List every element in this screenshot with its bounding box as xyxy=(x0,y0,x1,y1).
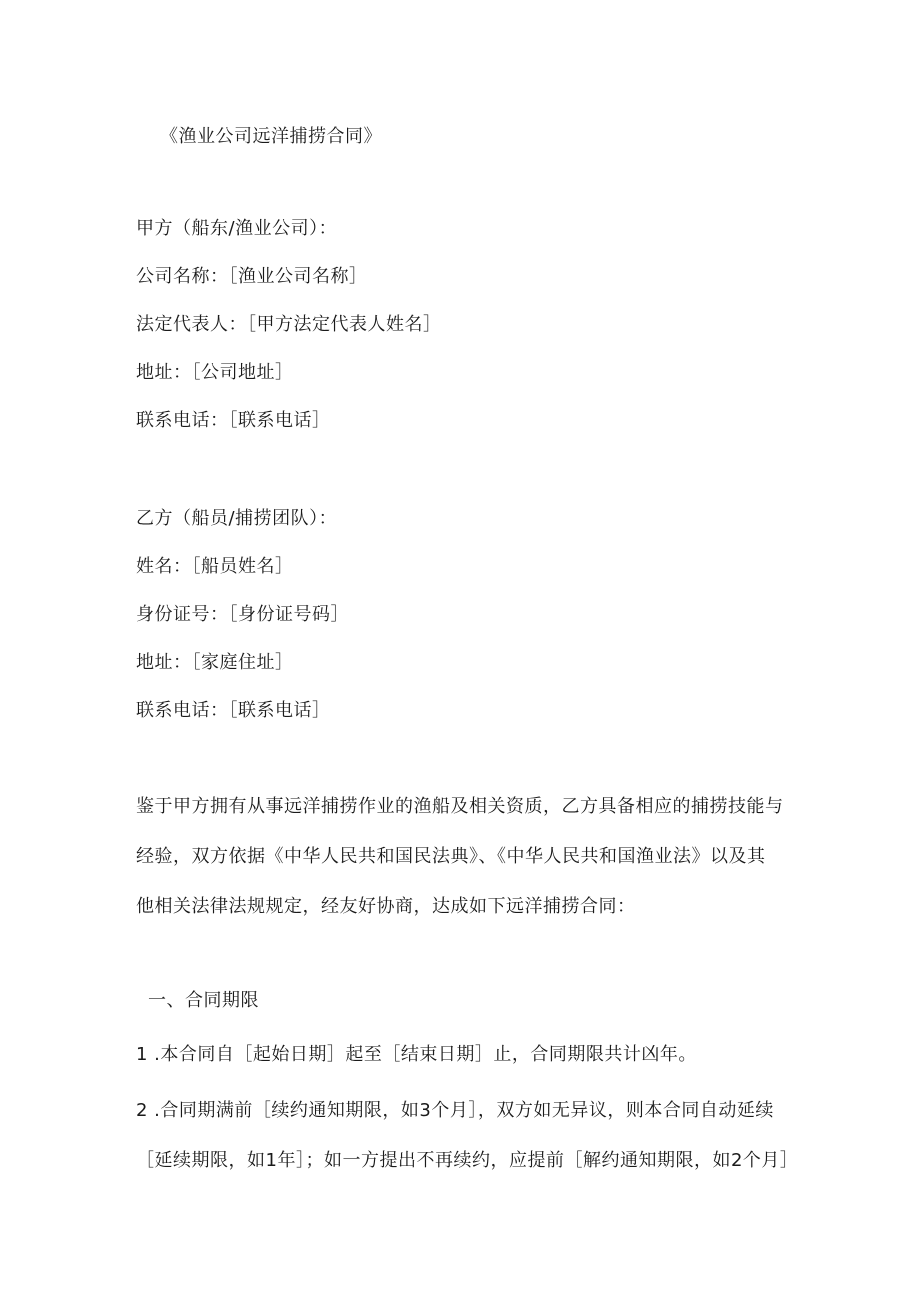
section-1-heading: 一、合同期限 xyxy=(148,990,259,1011)
clause-1-2-line-2: ［延续期限，如1年］；如一方提出不再续约，应提前［解约通知期限，如2个月］ xyxy=(136,1150,799,1171)
party-b-id-number: 身份证号：［身份证号码］ xyxy=(136,604,349,625)
document-title: 《渔业公司远洋捕捞合同》 xyxy=(160,126,382,147)
party-a-phone: 联系电话：［联系电话］ xyxy=(136,410,331,431)
clause-1-1: 1 .本合同自［起始日期］起至［结束日期］止，合同期限共计凶年。 xyxy=(136,1044,697,1065)
party-a-legal-rep: 法定代表人：［甲方法定代表人姓名］ xyxy=(136,314,442,335)
party-a-heading: 甲方（船东/渔业公司）： xyxy=(136,218,338,239)
party-b-name: 姓名：［船员姓名］ xyxy=(136,556,294,577)
preamble-line-1: 鉴于甲方拥有从事远洋捕捞作业的渔船及相关资质，乙方具备相应的捕捞技能与 xyxy=(136,796,784,817)
preamble-line-2: 经验，双方依据《中华人民共和国民法典》、《中华人民共和国渔业法》以及其 xyxy=(136,846,766,867)
preamble-line-3: 他相关法律法规规定，经友好协商，达成如下远洋捕捞合同： xyxy=(136,896,636,917)
party-b-phone: 联系电话：［联系电话］ xyxy=(136,700,331,721)
party-b-address: 地址：［家庭住址］ xyxy=(136,652,294,673)
party-a-company-name: 公司名称：［渔业公司名称］ xyxy=(136,266,368,287)
clause-1-2-line-1: 2 .合同期满前［续约通知期限，如3个月］，双方如无异议，则本合同自动延续 xyxy=(136,1100,774,1121)
party-a-address: 地址：［公司地址］ xyxy=(136,362,294,383)
party-b-heading: 乙方（船员/捕捞团队）： xyxy=(136,508,338,529)
